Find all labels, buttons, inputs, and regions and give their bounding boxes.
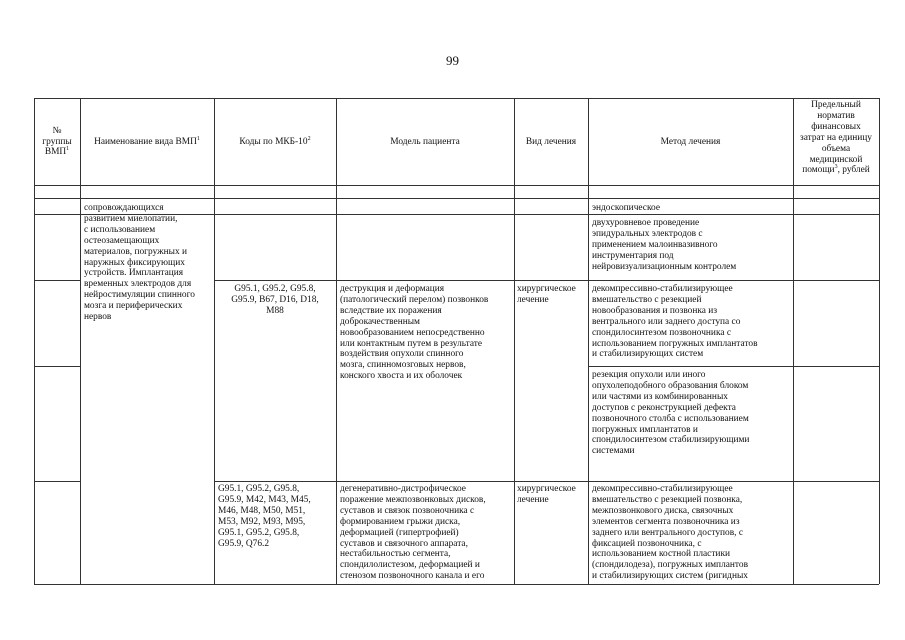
method-endoscopic: эндоскопическое: [592, 203, 661, 213]
header-group-number: № группы ВМП$^1$: [42, 125, 72, 158]
method-decompression-resection: декомпрессивно-стабилизирующее вмешательство с резекцией новообразования и позвонка из вентрального или заднего доступа со спондилосинтезом позвоночника с использованием погружных имплантатов и стабилизирующих систем: [592, 284, 758, 360]
mkb-codes-cell: G95.1, G95.2, G95.8, G95.9, B67, D16, D18, M88: [231, 284, 319, 316]
table-rule: [34, 481, 80, 482]
header-cost-standard: Предельный норматив финансовых затрат на единицу объема медицинской помощи$^3$, рублей: [800, 100, 872, 176]
table-rule: [879, 98, 880, 584]
vmp-name-cell: сопровождающихся развитием миелопатии, с использованием остеозамещающих материалов, погружных и наружных фиксирующих устройств. Имплантация временных электродов для нейростимуляции спинного мозга и периферических нервов: [84, 203, 195, 323]
treatment-type-cell: хирургическое лечение: [517, 484, 576, 505]
page-number: 99: [446, 53, 459, 68]
table-rule: [34, 185, 879, 186]
patient-model-cell: дегенеративно-дистрофическое поражение межпозвонковых дисков, суставов и связок позвоночника с формированием грыжи диска, деформацией (гипертрофией) суставов и связочного аппарата, нестабильностью сегмента, спондилолистезом, деформацией и стенозом позвоночного канала и его: [340, 484, 486, 582]
table-rule: [214, 481, 879, 482]
table-rule: [34, 198, 879, 199]
method-epidural-electrodes: двухуровневое проведение эпидуральных электродов с применением малоинвазивного инструментария под нейровизуализационным контролем: [592, 218, 737, 272]
mkb-codes-cell: G95.1, G95.2, G95.8, G95.9, M42, M43, M45, M46, M48, M50, M51, M53, M92, M93, M95, G95.1, G95.2, G95.8, G95.9, Q76.2: [218, 484, 311, 549]
table-rule: [588, 366, 879, 367]
header-patient-model: Модель пациента: [390, 136, 460, 147]
patient-model-cell: деструкция и деформация (патологический перелом) позвонков вследствие их поражения доброкачественным новообразованием непосредственно или контактным путем в результате воздействия опухоли спинного мозга, спинномозговых нервов, конского хвоста и их оболочек: [340, 284, 489, 382]
header-treatment-type: Вид лечения: [525, 136, 577, 147]
header-treatment-method: Метод лечения: [660, 136, 721, 147]
method-tumor-resection: резекция опухоли или иного опухолеподобного образования блоком или частями из комбинированных доступов с реконструкцией дефекта позвоночного столба с использованием погружных имплантатов и спондилосинтезом стабилизирующими системами: [592, 370, 750, 457]
method-decompression-stabilization: декомпрессивно-стабилизирующее вмешательство с резекцией позвонка, межпозвонкового диска, связочных элементов сегмента позвоночника из заднего или вентрального доступов, с фиксацией позвоночника, с использованием костной пластики (спондилодеза), погружных имплантов и стабилизирующих систем (ригидных: [592, 484, 749, 582]
header-mkb-codes: Коды по МКБ-$10^2$: [239, 135, 311, 147]
treatment-type-cell: хирургическое лечение: [517, 284, 576, 305]
table-rule: [34, 280, 80, 281]
table-rule: [34, 584, 879, 585]
header-vmp-name: Наименование вида ВМП$^1$: [94, 135, 200, 147]
table-rule: [34, 366, 80, 367]
table-rule: [214, 280, 879, 281]
